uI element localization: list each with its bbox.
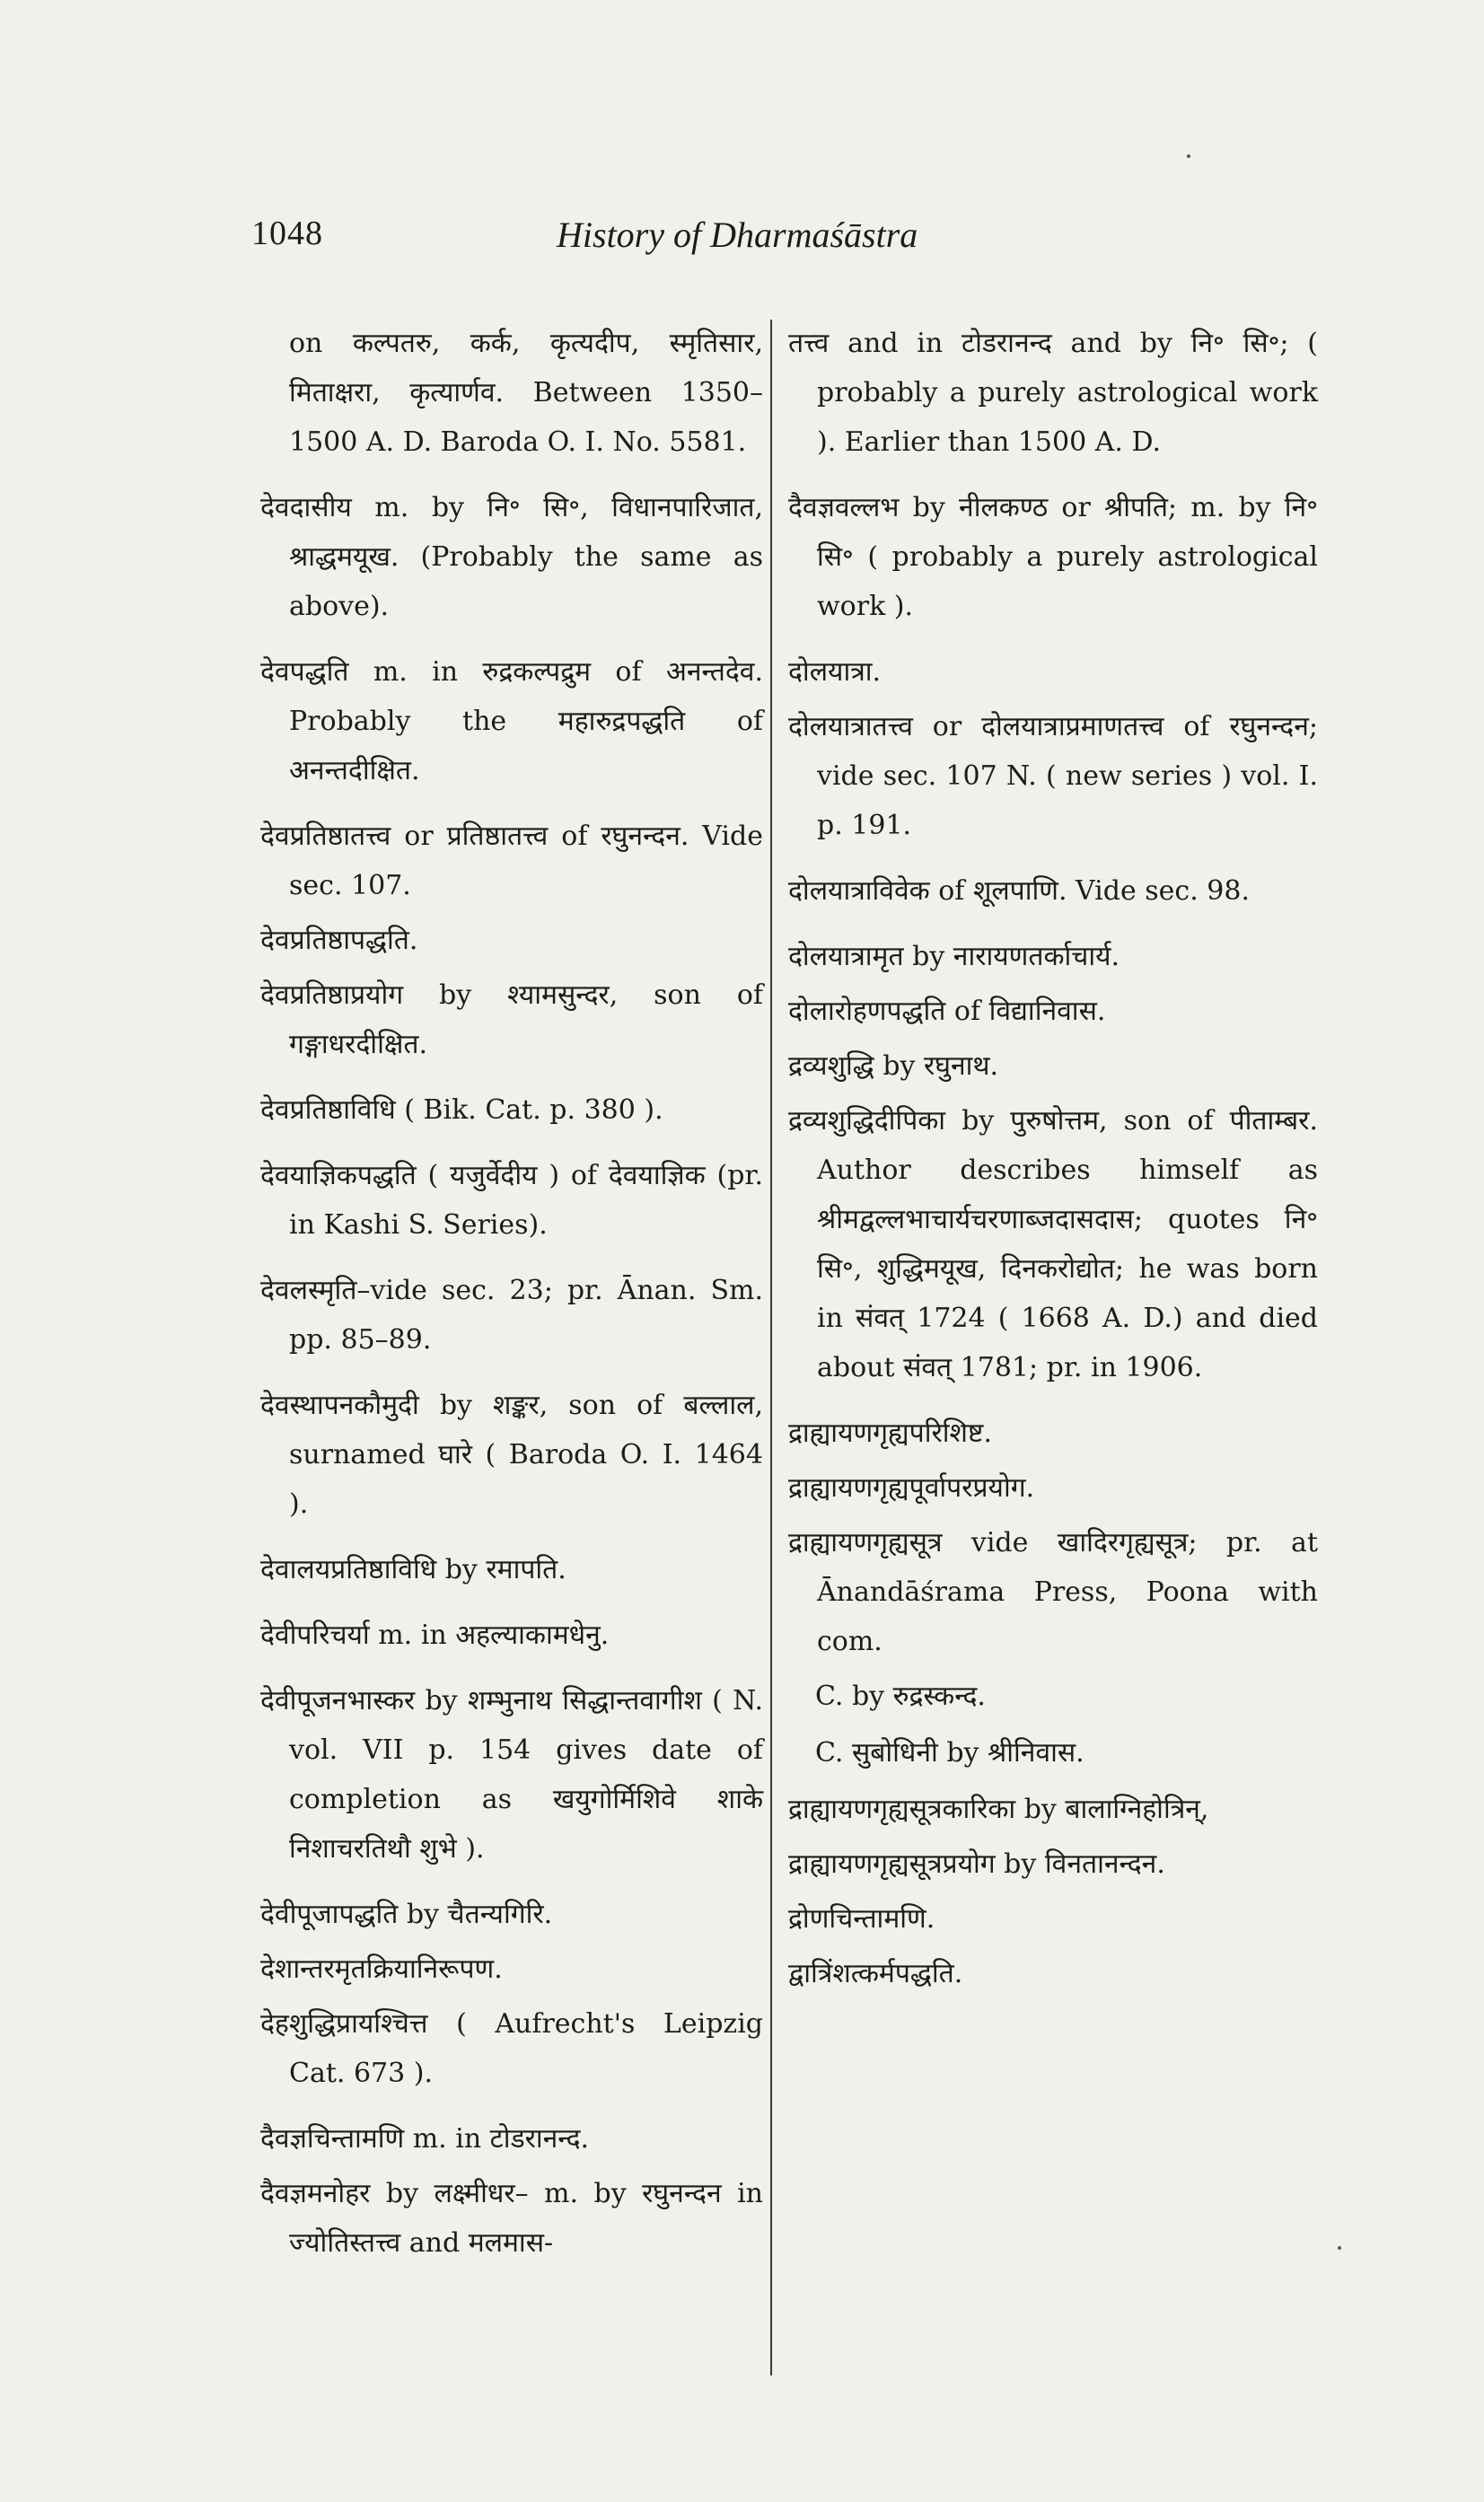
entry: देवप्रतिष्ठापद्धति. [260,925,418,956]
entry: देवप्रतिष्ठातत्त्व or प्रतिष्ठातत्त्व of रघुनन्दन. Vide sec. 107. [260,821,763,901]
entry: दोलयात्राविवेक of शूलपाणि. Vide sec. 98. [788,875,1250,907]
paper-speck [1187,154,1190,158]
entry: दैवज्ञवल्लभ by नीलकण्ठ or श्रीपति; m. by नि॰ सि॰ ( probably a purely astrological work ). [788,492,1318,622]
right-column [788,319,1318,2004]
entry: द्राह्यायणगृह्यसूत्र vide खादिरगृह्यसूत्र; pr. at Ānandāśrama Press, Poona with com. [788,1527,1318,1657]
entry: देवप्रतिष्ठाविधि ( Bik. Cat. p. 380 ). [260,1094,663,1126]
entry: द्राह्यायणगृह्यपूर्वापरप्रयोग. [788,1472,1035,1504]
entry: दोलयात्रातत्त्व or दोलयात्राप्रमाणतत्त्व of रघुनन्दन; vide sec. 107 N. ( new series ) vol. I. p. 191. [788,711,1318,841]
entry: द्राह्यायणगृह्यसूत्रकारिका by बालाग्निहोत्रिन्, [788,1794,1209,1825]
entry: देहशुद्धिप्रायश्चित्त ( Aufrecht's Leipzig Cat. 673 ). [260,2008,763,2089]
entry: देवीपूजापद्धति by चैतन्यगिरि. [260,1899,553,1930]
entry: द्रोणचिन्तामणि. [788,1903,935,1935]
entry: दैवज्ञमनोहर by लक्ष्मीधर– m. by रघुनन्दन in ज्योतिस्तत्त्व and मलमास- [260,2178,763,2259]
entry: दोलारोहणपद्धति of विद्यानिवास. [788,996,1106,1027]
sub-entry: C. by रुद्रस्कन्द. [815,1681,986,1712]
entry: देवीपरिचर्या m. in अहल्याकामधेनु. [260,1620,610,1651]
entry: on कल्पतरु, कर्क, कृत्यदीप, स्मृतिसार, मिताक्षरा, कृत्यार्णव. Between 1350–1500 A. D. Baroda O. I. No. 5581. [289,328,763,458]
left-column [260,319,763,2273]
running-title: History of Dharmaśāstra [557,215,918,255]
entry: देवीपूजनभास्कर by शम्भुनाथ सिद्धान्तवागीश ( N. vol. VII p. 154 gives date of completion as खयुगोर्मिशिवे शाके निशाचरतिथौ शुभे ). [260,1685,763,1865]
entry: तत्त्व and in टोडरानन्द and by नि॰ सि॰; ( probably a purely astrological work ). Earlier than 1500 A. D. [788,328,1318,458]
column-divider [770,320,772,2375]
entry: देवलस्मृति–vide sec. 23; pr. Ānan. Sm. pp. 85–89. [260,1275,763,1356]
entry: द्राह्यायणगृह्यसूत्रप्रयोग by विनतानन्दन. [788,1848,1165,1880]
entry: देवपद्धति m. in रुद्रकल्पद्रुम of अनन्तदेव. Probably the महारुद्रपद्धति of अनन्तदीक्षित. [260,656,763,786]
entry: दोलयात्रा. [788,656,882,688]
entry: द्राह्यायणगृह्यपरिशिष्ट. [788,1418,992,1449]
sub-entry: C. सुबोधिनी by श्रीनिवास. [815,1737,1084,1769]
entry: द्रव्यशुद्धि by रघुनाथ. [788,1050,999,1082]
paper-speck [1338,2246,1341,2250]
entry: देवयाज्ञिकपद्धति ( यजुर्वेदीय ) of देवयाज्ञिक (pr. in Kashi S. Series). [260,1160,763,1241]
page-header [251,214,1284,268]
entry: देशान्तरमृतक्रियानिरूपण. [260,1953,503,1985]
entry: देवदासीय m. by नि॰ सि॰, विधानपारिजात, श्राद्धमयूख. (Probably the same as above). [260,492,763,622]
entry: दैवज्ञचिन्तामणि m. in टोडरानन्द. [260,2123,590,2155]
entry: दोलयात्रामृत by नारायणतर्काचार्य. [788,941,1120,972]
page-number: 1048 [251,215,323,252]
entry: देवालयप्रतिष्ठाविधि by रमापति. [260,1554,566,1585]
entry: द्वात्रिंशत्कर्मपद्धति. [788,1958,963,1989]
entry: देवप्रतिष्ठाप्रयोग by श्यामसुन्दर, son of गङ्गाधरदीक्षित. [260,979,763,1060]
entry: द्रव्यशुद्धिदीपिका by पुरुषोत्तम, son of पीताम्बर. Author describes himself as श्रीमद्वल्लभाचार्यचरणाब्जदासदास; quotes नि॰ सि॰, शुद्धिमयूख, दिनकरोद्योत; he was born in संवत् 1724 ( 1668 A. D.) and died about संवत् 1781; pr. in 1906. [788,1105,1318,1383]
entry: देवस्थापनकौमुदी by शङ्कर, son of बल्लाल, surnamed घारे ( Baroda O. I. 1464 ). [260,1390,763,1520]
